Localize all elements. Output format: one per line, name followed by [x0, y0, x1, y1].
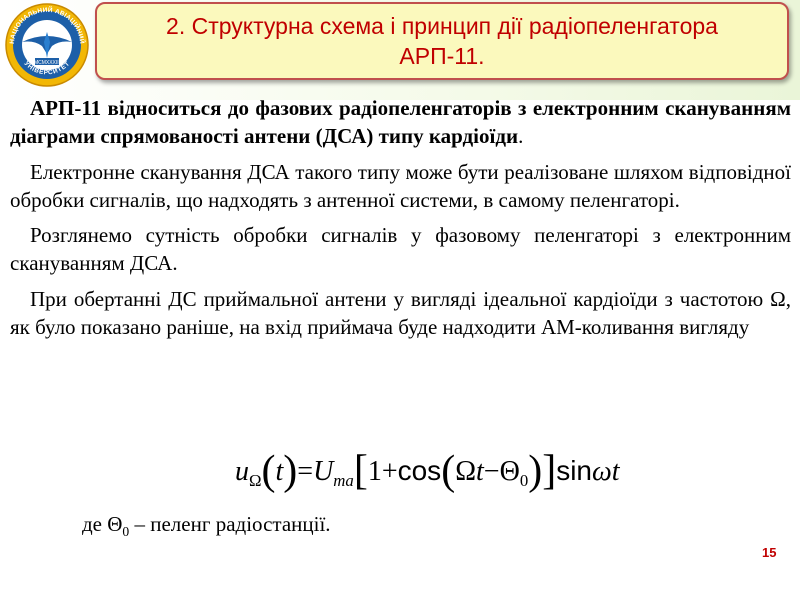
am-signal-formula: $u_\Omega(t)=U_{ma}[1+\cos(\Omega t-\Theta_0)]\sin\omega t$	[235, 448, 620, 494]
footnote-prefix: де Θ	[82, 512, 123, 536]
formula-Theta: Θ	[499, 456, 520, 487]
theta-definition	[82, 512, 331, 540]
formula-omega: ω	[592, 456, 612, 487]
logo-arc-text-top: НАЦІОНАЛЬНИЙ АВІАЦІЙНИЙ	[8, 6, 86, 45]
paragraph-1-bold: АРП-11 відноситься до фазових радіопеленгаторів з електронним скануванням діаграми спрямованості антени (ДСА) типу кардіоїди	[10, 96, 791, 149]
formula-U: U	[313, 456, 334, 487]
formula-t-3: t	[611, 456, 620, 487]
slide-title: 2. Структурна схема і принцип дії радіопеленгатора АРП-11.	[166, 13, 718, 69]
page-number: 15	[762, 545, 777, 560]
formula-t-2: t	[476, 456, 484, 487]
paragraph-1	[10, 94, 791, 151]
formula-cos: cos	[397, 455, 442, 486]
paragraph-3: Розглянемо сутність обробки сигналів у фазовому пеленгаторі з електронним скануванням ДСА.	[10, 223, 791, 276]
formula-sin: sin	[556, 455, 592, 486]
paragraph-4: При обертанні ДС приймальної антени у вигляді ідеальної кардіоїди з частотою Ω, як було показано раніше, на вхід приймача буде надходити АМ-коливання вигляду	[10, 286, 791, 340]
formula-sub-zero: 0	[519, 471, 529, 490]
formula-sub-m: m	[333, 471, 346, 490]
formula-sub-a: a	[345, 471, 354, 490]
formula-t: t	[275, 456, 284, 487]
university-logo	[4, 2, 90, 88]
paragraph-2: Електронне сканування ДСА такого типу може бути реалізоване шляхом відповідної обробки сигналів, що надходять з антенної системи, в самому пеленгаторі.	[10, 159, 791, 212]
paragraph-1-tail: .	[518, 124, 524, 149]
formula-one-plus: 1+	[367, 456, 398, 487]
title-box	[95, 2, 789, 80]
formula-equals: =	[297, 456, 314, 487]
formula-u: u	[235, 456, 249, 487]
logo-year: MCMXXXIII	[33, 59, 61, 66]
formula-Omega: Ω	[455, 456, 476, 487]
footnote-suffix: – пеленг радіостанції.	[129, 512, 331, 536]
formula-sub-omega: Ω	[249, 471, 262, 490]
formula-minus: −	[483, 456, 500, 487]
slide-body	[10, 94, 791, 348]
footnote-sub: 0	[122, 524, 130, 539]
logo-arc-text-bottom: УНІВЕРСИТЕТ	[22, 60, 72, 77]
